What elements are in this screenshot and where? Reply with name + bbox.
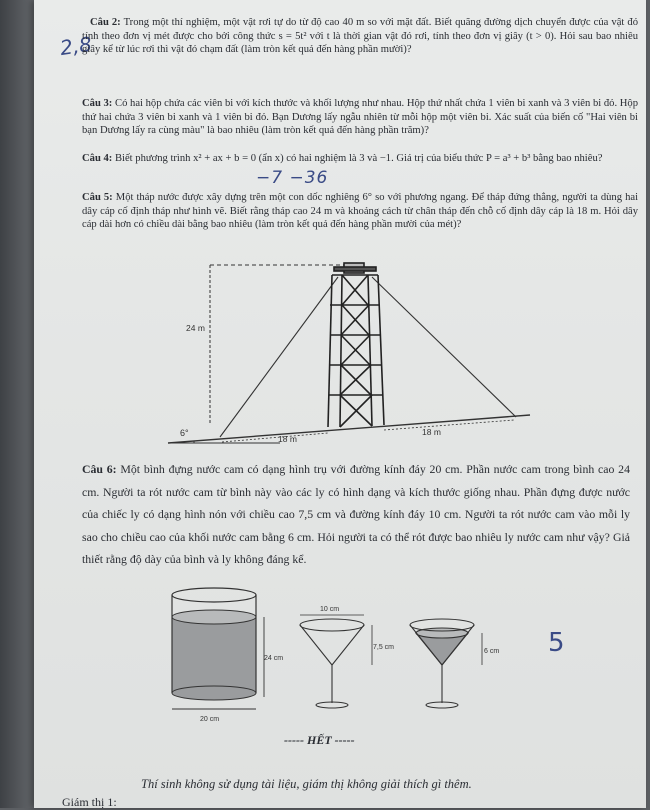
left-distance-label: 18 m [278,434,297,444]
handwritten-q4-answer: −7 −36 [256,168,328,188]
question-5 [82,191,638,232]
question-4 [82,152,638,166]
question-2 [82,16,638,57]
glass-height-label: 7,5 cm [373,644,394,651]
angle-label: 6° [180,428,189,438]
handwritten-q6-answer: 5 [548,628,565,658]
proctor-label: Giám thị 1: [62,795,117,810]
question-5-label: Câu 5: [82,192,113,203]
question-3 [82,97,638,138]
cylinder-jug [172,588,256,700]
tower-figure [160,255,540,450]
footer-note: Thí sinh không sử dụng tài liệu, giám thị không giải thích gì thêm. [141,777,472,792]
tower [328,263,384,427]
question-6-label: Câu 6: [82,462,117,476]
question-2-text: Trong một thí nghiệm, một vật rơi tự do từ độ cao 40 m so với mặt đất. Biết quãng đường dịch chuyển được của vật đó tính theo đơn vị mét được cho bởi công thức s = 5t² với t là thời gian vật đó rơi, tính theo đơn vị giây (t > 0). Hỏi sau bao nhiêu giây kể từ lúc rơi thì vật đó chạm đất (làm tròn kết quả đến hàng phần mười)? [82,17,638,55]
handwritten-q2-mark: 2,8 [58,32,93,60]
glass-empty [300,619,364,708]
glass-figure [160,585,520,725]
glass-diameter-label: 10 cm [320,606,339,613]
water-height-label: 6 cm [484,648,499,655]
question-6 [82,458,630,571]
question-4-label: Câu 4: [82,153,112,164]
cable-left [220,277,338,437]
slope-line [168,415,530,443]
question-3-text: Có hai hộp chứa các viên bi với kích thước và khối lượng như nhau. Hộp thứ nhất chứa 1 viên bi xanh và 3 viên bi đỏ. Hộp thứ hai chứa 3 viên bi xanh và 1 viên bi đỏ. Bạn Dương lấy ngẫu nhiên từ mỗi hộp một viên bi. Xác suất của biến cố "Hai viên bi bạn Dương lấy ra cùng màu" là bao nhiêu (làm tròn kết quả đến hàng phần trăm)? [82,98,638,136]
cable-right [372,277,516,417]
cyl-diameter-label: 20 cm [200,716,219,723]
end-marker: ----- HẾT ----- [284,733,355,748]
question-6-text: Một bình đựng nước cam có dạng hình trụ với đường kính đáy 20 cm. Phần nước cam trong bình cao 24 cm. Người ta rót nước cam từ bình này vào các ly có hình dạng và kích thước giống nhau. Phần đựng được nước của chiếc ly có dạng hình nón với chiều cao 7,5 cm và đường kính đáy 10 cm. Người ta rót nước cam vào mỗi ly sao cho chiều cao của khối nước cam bằng 6 cm. Hỏi người ta có thể rót được bao nhiêu ly nước cam như vậy? Giả thiết rằng độ dày của bình và ly không đáng kể. [82,462,630,566]
right-distance-label: 18 m [422,427,441,437]
height-label: 24 m [186,323,205,333]
cyl-height-label: 24 cm [264,655,283,662]
question-3-label: Câu 3: [82,98,112,109]
question-5-text: Một tháp nước được xây dựng trên một con dốc nghiêng 6° so với phương ngang. Để tháp đứng thẳng, người ta dùng hai dây cáp cố định tháp như hình vẽ. Biết rằng tháp cao 24 m và khoảng cách từ chân tháp đến chỗ cố định dây cáp là 18 m. Hỏi dây cáp dài hơn có chiều dài bằng bao nhiêu (làm tròn kết quả đến hàng phần mười của mét)? [82,192,638,230]
question-2-label: Câu 2: [90,17,121,28]
question-4-text: Biết phương trình x² + ax + b = 0 (ẩn x) có hai nghiệm là 3 và −1. Giá trị của biểu thức P = a³ + b³ bằng bao nhiêu? [115,153,602,164]
glass-filled [410,619,474,708]
